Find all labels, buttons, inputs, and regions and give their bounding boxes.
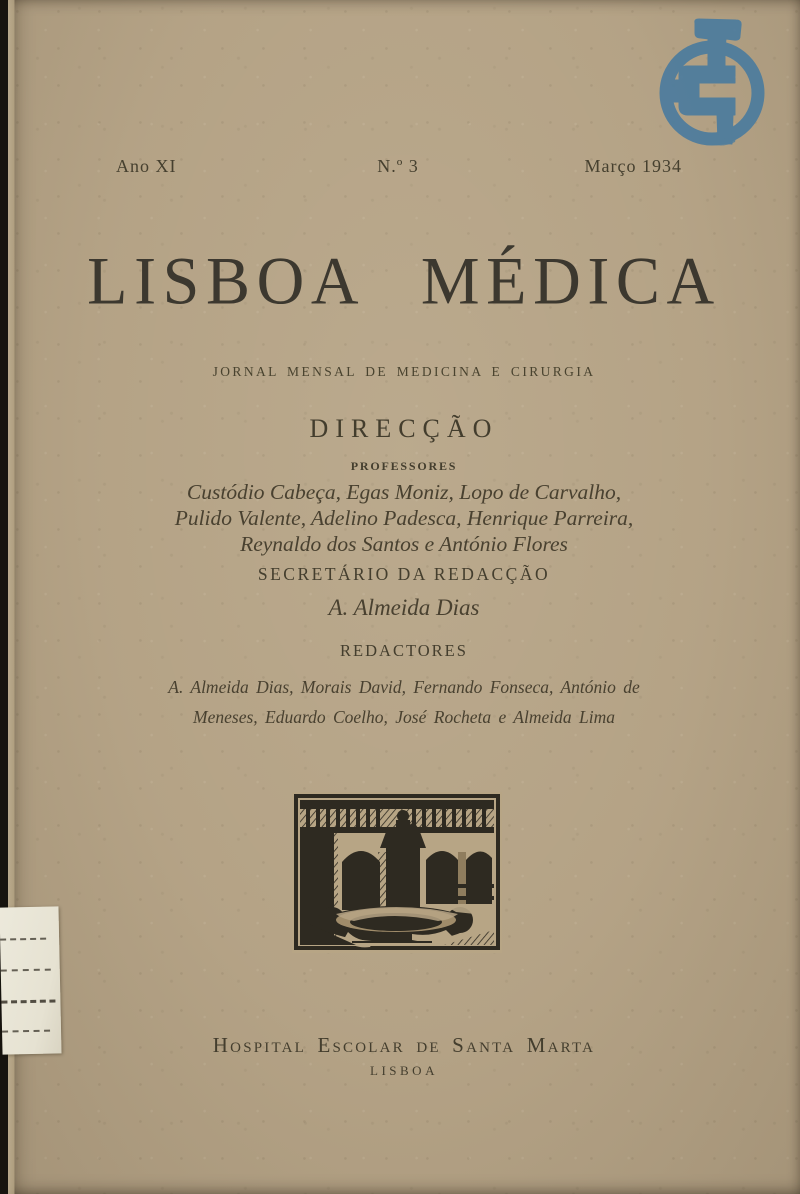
publisher-city: LISBOA <box>370 1063 438 1078</box>
editors-line: Meneses, Eduardo Coelho, José Rocheta e Almeida Lima <box>193 707 615 727</box>
sticker-dotted-line <box>1 999 55 1003</box>
library-label-sticker <box>0 906 62 1054</box>
year-label: Ano XI <box>116 156 177 176</box>
journal-title: LISBOA MÉDICA <box>87 244 721 319</box>
directors-line: Pulido Valente, Adelino Padesca, Henrique Parreira, <box>174 506 634 530</box>
direction-subheading: PROFESSORES <box>350 459 458 473</box>
issue-number: N.º 3 <box>377 156 419 176</box>
secretary-heading: SECRETÁRIO DA REDACÇÃO <box>257 564 551 584</box>
directors-names <box>8 479 800 557</box>
editors-names <box>8 672 800 732</box>
journal-cover <box>8 0 800 1194</box>
tc-monogram-stamp-icon <box>651 14 800 166</box>
sticker-dotted-line <box>0 938 46 941</box>
direction-heading: DIRECÇÃO <box>309 414 499 443</box>
directors-line: Reynaldo dos Santos e António Flores <box>240 532 568 556</box>
secretary-name: A. Almeida Dias <box>328 595 480 620</box>
cloister-woodcut-illustration <box>292 792 502 953</box>
editors-heading: REDACTORES <box>340 641 468 660</box>
editors-line: A. Almeida Dias, Morais David, Fernando Fonseca, António de <box>168 677 640 697</box>
sticker-dotted-line <box>2 1030 50 1033</box>
sticker-dotted-line <box>1 969 51 972</box>
journal-subtitle: JORNAL MENSAL DE MEDICINA E CIRURGIA <box>212 364 596 379</box>
directors-line: Custódio Cabeça, Egas Moniz, Lopo de Carvalho, <box>186 480 622 504</box>
issue-date: Março 1934 <box>584 156 682 176</box>
publisher-name: Hospital Escolar de Santa Marta <box>212 1033 596 1057</box>
